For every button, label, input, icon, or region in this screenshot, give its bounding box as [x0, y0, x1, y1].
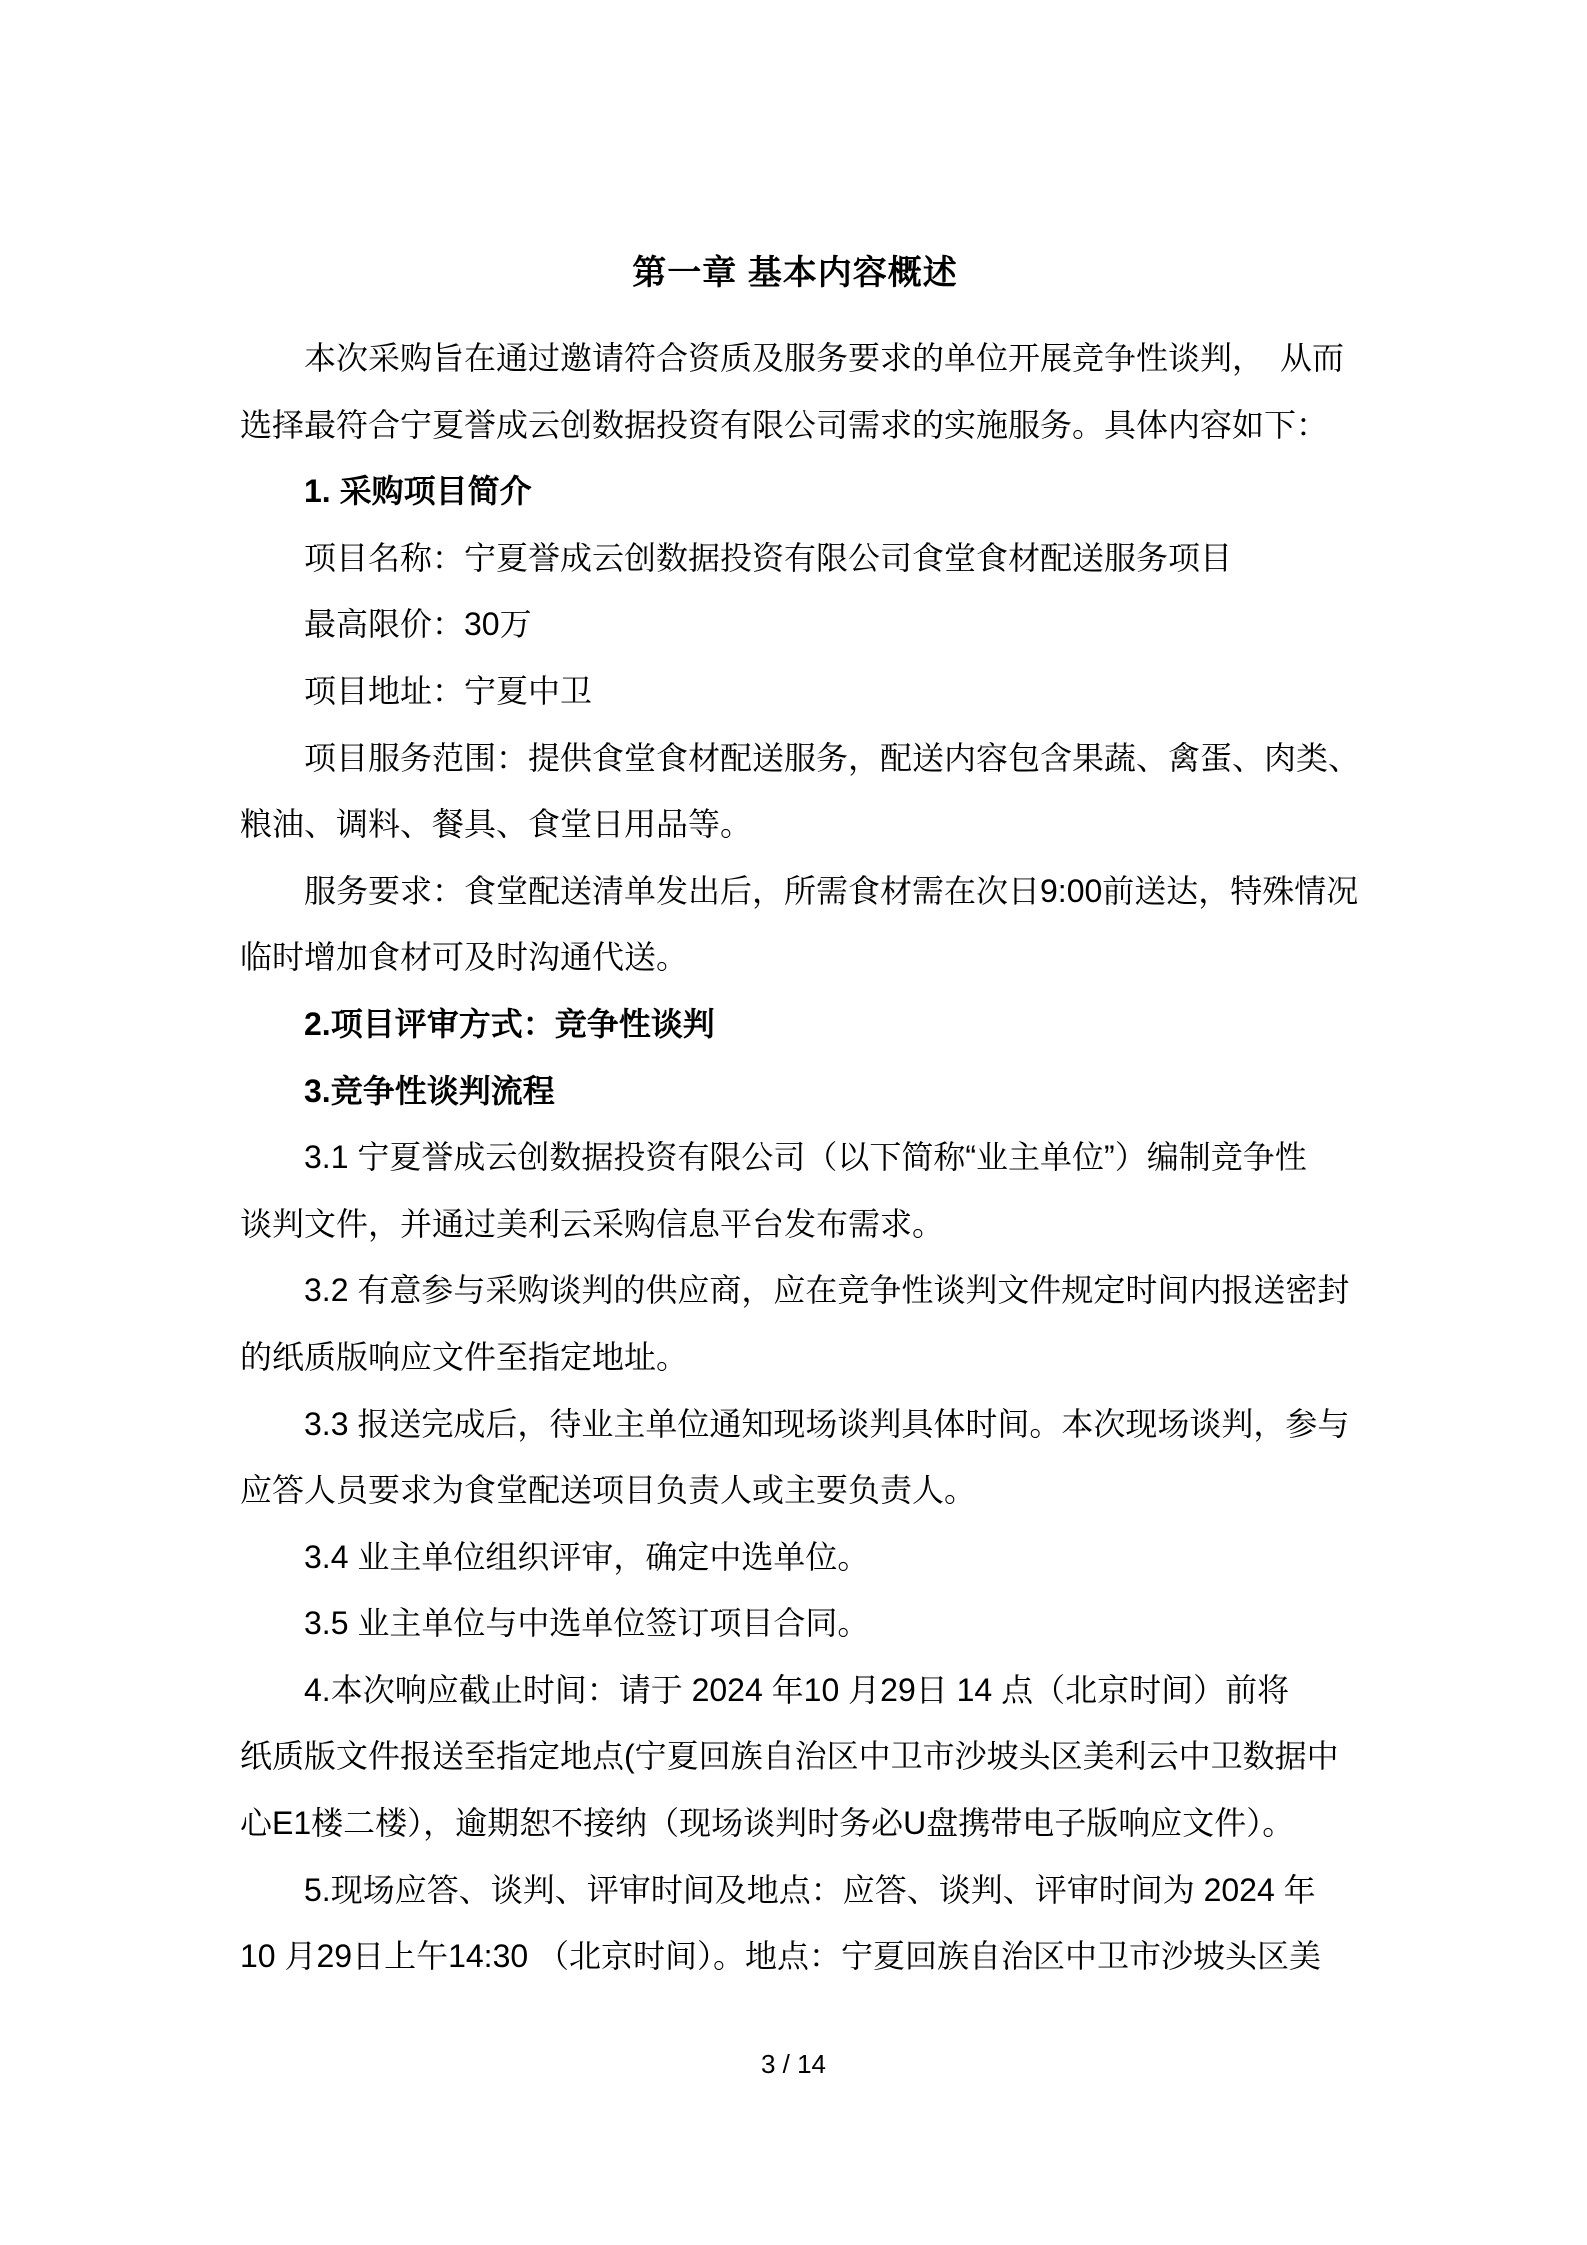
page-number: 3 / 14 — [760, 2049, 827, 2079]
document-line: 的纸质版响应文件至指定地址。 — [240, 1338, 689, 1375]
section-heading: 3.竞争性谈判流程 — [304, 1072, 555, 1109]
document-line: 心E1楼二楼），逾期恕不接纳（现场谈判时务必U盘携带电子版响应文件）。 — [240, 1805, 1295, 1842]
document-line: 临时增加食材可及时沟通代送。 — [240, 939, 689, 976]
chapter-heading: 第一章 基本内容概述 — [632, 254, 958, 292]
document-line: 谈判文件，并通过美利云采购信息平台发布需求。 — [240, 1205, 945, 1242]
document-line: 应答人员要求为食堂配送项目负责人或主要负责人。 — [240, 1472, 977, 1509]
document-line: 4.本次响应截止时间：请于 2024 年10 月29日 14 点（北京时间）前将 — [304, 1671, 1290, 1708]
document-line: 3.1 宁夏誉成云创数据投资有限公司（以下简称“业主单位”）编制竞争性 — [304, 1139, 1307, 1176]
document-line: 最高限价：30万 — [304, 606, 532, 643]
document-line: 3.3 报送完成后，待业主单位通知现场谈判具体时间。本次现场谈判，参与 — [304, 1405, 1350, 1442]
document-line: 选择最符合宁夏誉成云创数据投资有限公司需求的实施服务。具体内容如下： — [240, 406, 1329, 443]
document-line: 3.4 业主单位组织评审，确定中选单位。 — [304, 1538, 870, 1575]
document-line: 服务要求：食堂配送清单发出后，所需食材需在次日9:00前送达，特殊情况 — [304, 872, 1359, 909]
document-line: 项目地址：宁夏中卫 — [304, 672, 593, 709]
document-line: 3.2 有意参与采购谈判的供应商，应在竞争性谈判文件规定时间内报送密封 — [304, 1272, 1350, 1309]
document-content — [240, 240, 1361, 1990]
document-line: 纸质版文件报送至指定地点(宁夏回族自治区中卫市沙坡头区美利云中卫数据中 — [240, 1738, 1339, 1775]
document-line: 项目名称：宁夏誉成云创数据投资有限公司食堂食材配送服务项目 — [304, 539, 1233, 576]
document-line: 10 月29日上午14:30 （北京时间）。地点：宁夏回族自治区中卫市沙坡头区美 — [240, 1938, 1322, 1975]
document-line: 本次采购旨在通过邀请符合资质及服务要求的单位开展竞争性谈判， 从而 — [304, 340, 1345, 376]
document-line: 3.5 业主单位与中选单位签订项目合同。 — [304, 1605, 870, 1642]
document-line: 粮油、调料、餐具、食堂日用品等。 — [240, 806, 753, 843]
document-line: 项目服务范围：提供食堂食材配送服务，配送内容包含果蔬、禽蛋、肉类、 — [304, 739, 1361, 776]
document-line: 5.现场应答、谈判、评审时间及地点：应答、谈判、评审时间为 2024 年 — [304, 1871, 1316, 1908]
section-heading: 1. 采购项目简介 — [304, 473, 532, 510]
section-heading: 2.项目评审方式：竞争性谈判 — [304, 1005, 715, 1042]
